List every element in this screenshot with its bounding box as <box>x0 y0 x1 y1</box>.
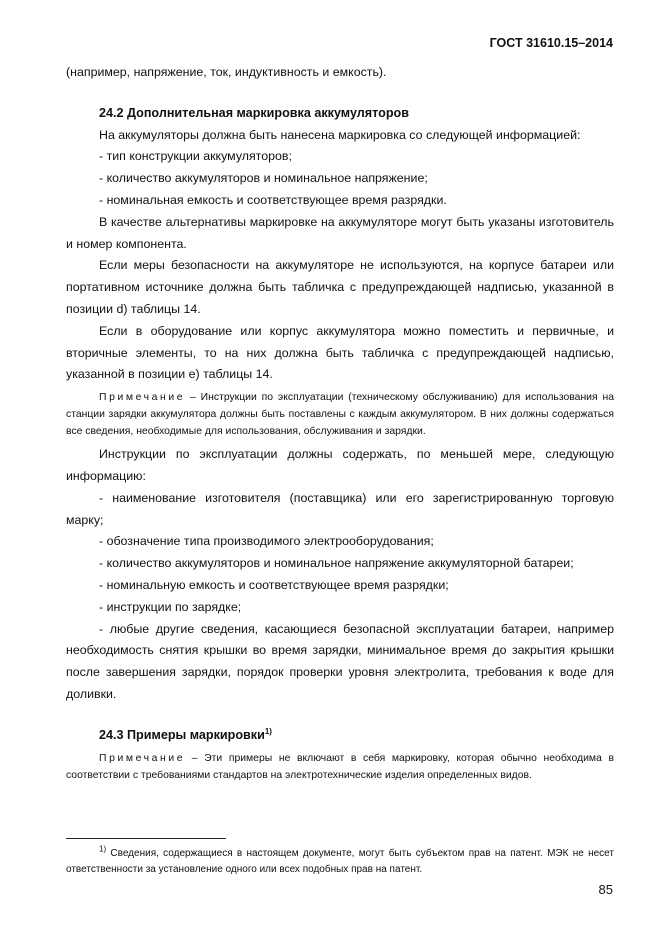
page-number: 85 <box>598 882 613 897</box>
page-content <box>66 62 614 788</box>
document-header: ГОСТ 31610.15–2014 <box>489 36 613 50</box>
intro-continuation: (например, напряжение, ток, индуктивность и емкость). <box>66 65 387 79</box>
footnote <box>66 846 614 878</box>
footnote-reference: 1) <box>264 726 272 736</box>
note-label: Примечание <box>99 392 186 404</box>
note-label: Примечание <box>99 752 186 764</box>
paragraph: В качестве альтернативы маркировке на аккумуляторе могут быть указаны изготовитель и номер компонента. <box>66 214 614 251</box>
list-item: - номинальную емкость и соответствующее время разрядки; <box>99 577 449 592</box>
section-heading-24-2: 24.2 Дополнительная маркировка аккумуляторов <box>99 105 409 120</box>
footnote-separator <box>66 838 226 839</box>
note <box>66 389 614 440</box>
section-heading-24-3 <box>66 725 614 747</box>
list-item: - инструкции по зарядке; <box>99 599 242 614</box>
footnote-text: Сведения, содержащиеся в настоящем документе, могут быть субъектом прав на патент. МЭК не несет ответственности за установление одного или всех подобных прав на патент. <box>66 848 614 875</box>
list-item: - любые другие сведения, касающиеся безопасной эксплуатации батареи, например необходимость снятия крышки во время зарядки, минимальное время до закрытия крышки после завершения зарядки, порядок проверки уровня электролита, требования к воде для доливки. <box>66 621 614 701</box>
paragraph: На аккумуляторы должна быть нанесена маркировка со следующей информацией: <box>99 127 581 142</box>
list-item: - количество аккумуляторов и номинальное напряжение; <box>99 171 428 186</box>
list-item: - номинальная емкость и соответствующее время разрядки. <box>99 192 447 207</box>
note-text: – Инструкции по эксплуатации (техническому обслуживанию) для использования на станции зарядки аккумулятора должны быть поставлены с каждым аккумулятором. В них должны содержаться все сведения, необходимые для использования, обслуживания и зарядки. <box>66 392 614 438</box>
note-text: – Эти примеры не включают в себя маркировку, которая обычно необходима в соответствии с требованиями стандартов на электротехнические изделия определенных видов. <box>66 752 614 781</box>
list-item: - наименование изготовителя (поставщика) или его зарегистрированную торговую марку; <box>66 490 614 527</box>
paragraph: Инструкции по эксплуатации должны содержать, по меньшей мере, следующую информацию: <box>66 447 614 483</box>
note <box>66 750 614 784</box>
list-item: - количество аккумуляторов и номинальное напряжение аккумуляторной батареи; <box>99 556 574 571</box>
paragraph: Если меры безопасности на аккумуляторе не используются, на корпусе батареи или портативном источнике должна быть табличка с предупреждающей надписью, указанной в позиции d) таблицы 14. <box>66 258 614 316</box>
section-heading-text: 24.3 Примеры маркировки <box>99 727 265 742</box>
list-item: - обозначение типа производимого электрооборудования; <box>99 534 434 549</box>
list-item: - тип конструкции аккумуляторов; <box>99 149 292 164</box>
paragraph: Если в оборудование или корпус аккумулятора можно поместить и первичные, и вторичные элементы, то на них должна быть табличка с предупреждающей надписью, указанной в позиции е) таблицы 14. <box>66 323 614 382</box>
footnote-marker: 1) <box>99 844 107 854</box>
